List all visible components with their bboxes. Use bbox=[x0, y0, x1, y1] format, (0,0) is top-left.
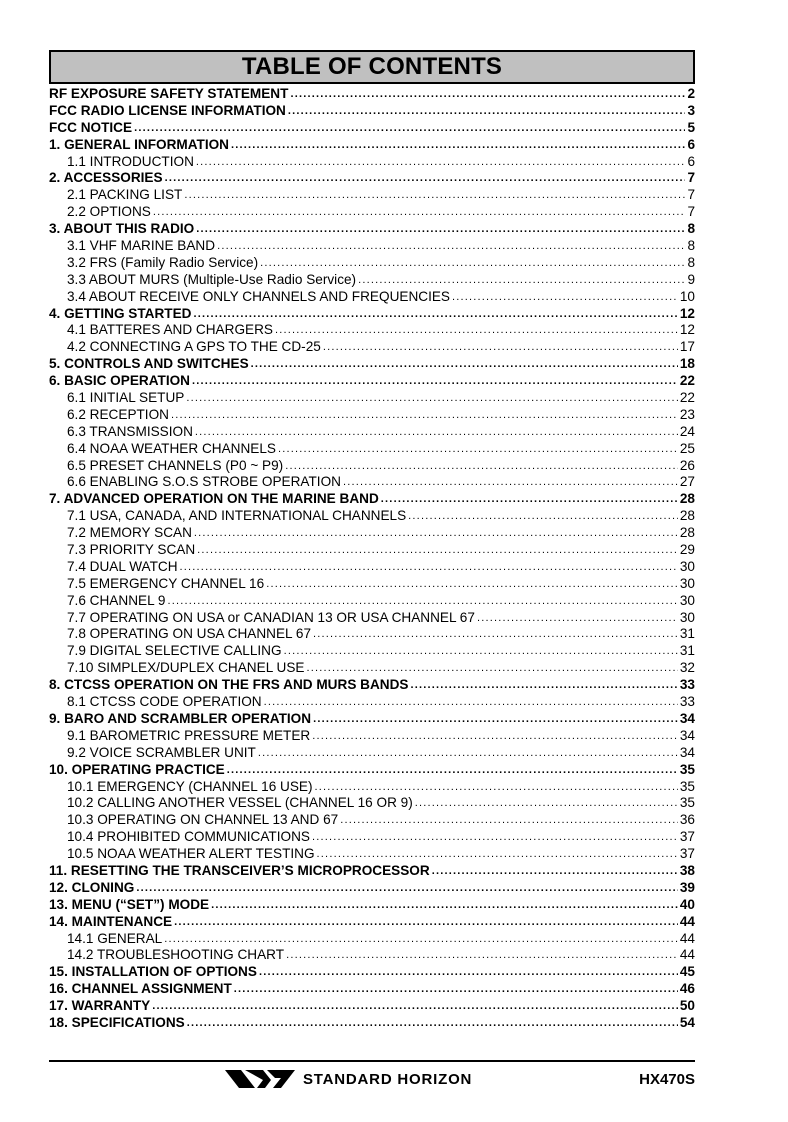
toc-entry-label: RF EXPOSURE SAFETY STATEMENT bbox=[49, 86, 289, 101]
toc-entry-label: 7.5 EMERGENCY CHANNEL 16 bbox=[67, 575, 265, 591]
toc-entry[interactable] bbox=[49, 812, 695, 829]
toc-entry-label: 15. INSTALLATION OF OPTIONS bbox=[49, 964, 257, 980]
toc-entry-label: FCC RADIO LICENSE INFORMATION bbox=[49, 102, 286, 118]
toc-entry-label: 4.1 BATTERES AND CHARGERS bbox=[67, 322, 273, 338]
toc-entry[interactable] bbox=[49, 322, 695, 339]
toc-entry-page: 35 bbox=[679, 778, 695, 794]
toc-entry-page: 18 bbox=[679, 356, 695, 372]
toc-entry-page: 12 bbox=[679, 322, 695, 338]
dot-leader bbox=[180, 559, 678, 576]
toc-entry-page: 29 bbox=[679, 542, 695, 558]
toc-entry[interactable] bbox=[49, 525, 695, 542]
toc-entry-label: FCC NOTICE bbox=[49, 119, 133, 135]
toc-entry-label: 10. OPERATING PRACTICE bbox=[49, 761, 225, 777]
toc-entry-label: 16. CHANNEL ASSIGNMENT bbox=[49, 981, 232, 997]
toc-entry-page: 31 bbox=[679, 626, 695, 642]
toc-entry[interactable] bbox=[49, 846, 695, 863]
toc-entry-label: 6.6 ENABLING S.O.S STROBE OPERATION bbox=[67, 474, 341, 490]
dot-leader bbox=[306, 660, 677, 677]
toc-entry[interactable] bbox=[49, 762, 695, 779]
dot-leader bbox=[194, 525, 678, 542]
toc-entry-label: 5. CONTROLS AND SWITCHES bbox=[49, 356, 249, 372]
dot-leader bbox=[477, 610, 678, 627]
toc-entry-page: 36 bbox=[679, 812, 695, 828]
toc-entry-page: 8 bbox=[687, 238, 695, 253]
toc-entry-page: 34 bbox=[679, 744, 695, 760]
toc-entry-label: 6.5 PRESET CHANNELS (P0 ~ P9) bbox=[67, 457, 284, 473]
dot-leader bbox=[153, 204, 686, 221]
toc-entry-page: 17 bbox=[679, 339, 695, 355]
dot-leader bbox=[315, 779, 678, 796]
toc-entry[interactable] bbox=[49, 255, 695, 272]
toc-entry[interactable] bbox=[49, 964, 695, 981]
dot-leader bbox=[266, 576, 678, 593]
dot-leader bbox=[187, 1015, 678, 1032]
toc-entry-label: 8. CTCSS OPERATION ON THE FRS AND MURS BANDS bbox=[49, 677, 409, 693]
toc-entry-label: 3.4 ABOUT RECEIVE ONLY CHANNELS AND FREQUENCIES bbox=[67, 288, 450, 304]
toc-entry-page: 44 bbox=[679, 930, 695, 946]
toc-entry[interactable] bbox=[49, 745, 695, 762]
dot-leader bbox=[260, 255, 685, 272]
page-footer bbox=[225, 1064, 695, 1094]
dot-leader bbox=[196, 221, 685, 238]
toc-entry[interactable] bbox=[49, 559, 695, 576]
toc-entry-label: 6.3 TRANSMISSION bbox=[67, 423, 193, 439]
dot-leader bbox=[340, 812, 678, 829]
toc-entry-label: 6.4 NOAA WEATHER CHANNELS bbox=[67, 440, 276, 456]
toc-entry[interactable] bbox=[49, 390, 695, 407]
toc-entry-label: 2.2 OPTIONS bbox=[67, 204, 151, 220]
footer-divider bbox=[49, 1060, 695, 1062]
toc-entry-page: 38 bbox=[679, 862, 695, 878]
toc-entry-page: 8 bbox=[687, 254, 695, 270]
toc-entry-page: 7 bbox=[687, 204, 695, 220]
toc-entry-page: 45 bbox=[679, 964, 695, 980]
toc-entry-page: 6 bbox=[687, 136, 695, 152]
toc-entry-label: 2. ACCESSORIES bbox=[49, 170, 163, 186]
brand bbox=[225, 1068, 472, 1090]
toc-entry-label: 3. ABOUT THIS RADIO bbox=[49, 221, 195, 237]
dot-leader bbox=[231, 137, 685, 154]
dot-leader bbox=[381, 491, 678, 508]
dot-leader bbox=[358, 272, 685, 289]
toc-entry[interactable] bbox=[49, 660, 695, 677]
dot-leader bbox=[152, 998, 678, 1015]
dot-leader bbox=[134, 120, 685, 137]
dot-leader bbox=[313, 711, 678, 728]
toc-entry-page: 54 bbox=[679, 1014, 695, 1030]
toc-entry-page: 39 bbox=[679, 879, 695, 895]
toc-entry[interactable] bbox=[49, 306, 695, 323]
toc-entry[interactable] bbox=[49, 441, 695, 458]
toc-entry-label: 14.2 TROUBLESHOOTING CHART bbox=[67, 947, 285, 963]
toc-list bbox=[49, 86, 695, 1032]
toc-entry-label: 3.3 ABOUT MURS (Multiple-Use Radio Service) bbox=[67, 271, 357, 287]
toc-entry-label: 10.3 OPERATING ON CHANNEL 13 AND 67 bbox=[67, 812, 339, 828]
toc-entry[interactable] bbox=[49, 593, 695, 610]
toc-entry-label: 12. CLONING bbox=[49, 879, 135, 895]
toc-entry[interactable] bbox=[49, 711, 695, 728]
dot-leader bbox=[286, 947, 678, 964]
dot-leader bbox=[275, 322, 678, 339]
dot-leader bbox=[217, 238, 685, 255]
toc-entry-label: 7.2 MEMORY SCAN bbox=[67, 525, 192, 541]
dot-leader bbox=[452, 289, 678, 306]
toc-entry-page: 9 bbox=[687, 271, 695, 287]
toc-entry[interactable] bbox=[49, 272, 695, 289]
toc-entry-label: 14.1 GENERAL bbox=[67, 930, 163, 946]
dot-leader bbox=[195, 424, 678, 441]
toc-entry[interactable] bbox=[49, 542, 695, 559]
toc-entry-label: 4.2 CONNECTING A GPS TO THE CD-25 bbox=[67, 339, 321, 355]
model-number: HX470S bbox=[639, 1070, 695, 1088]
toc-entry[interactable] bbox=[49, 728, 695, 745]
toc-entry-label: 8.1 CTCSS CODE OPERATION bbox=[67, 694, 262, 710]
toc-title: TABLE OF CONTENTS bbox=[49, 50, 695, 84]
dot-leader bbox=[290, 86, 685, 103]
dot-leader bbox=[136, 880, 678, 897]
toc-entry-page: 40 bbox=[679, 896, 695, 912]
toc-entry-page: 24 bbox=[679, 423, 695, 439]
toc-entry-label: 10.2 CALLING ANOTHER VESSEL (CHANNEL 16 OR 9) bbox=[67, 795, 413, 811]
toc-entry-label: 4. GETTING STARTED bbox=[49, 305, 192, 321]
toc-entry-page: 30 bbox=[679, 609, 695, 625]
toc-entry[interactable] bbox=[49, 289, 695, 306]
toc-entry-page: 31 bbox=[679, 643, 695, 659]
toc-entry-label: 6.1 INITIAL SETUP bbox=[67, 390, 185, 406]
toc-entry-label: 9. BARO AND SCRAMBLER OPERATION bbox=[49, 710, 312, 726]
toc-entry-label: 11. RESETTING THE TRANSCEIVER’S MICROPROCESSOR bbox=[49, 862, 430, 878]
dot-leader bbox=[312, 728, 678, 745]
brand-name: STANDARD HORIZON bbox=[303, 1070, 473, 1088]
toc-entry-page: 50 bbox=[679, 998, 695, 1014]
toc-entry-page: 10 bbox=[679, 288, 695, 304]
toc-entry-page: 8 bbox=[687, 221, 695, 237]
dot-leader bbox=[411, 677, 678, 694]
toc-entry-label: 14. MAINTENANCE bbox=[49, 913, 173, 929]
toc-entry[interactable] bbox=[49, 491, 695, 508]
toc-entry-page: 12 bbox=[679, 305, 695, 321]
toc-entry-page: 35 bbox=[679, 795, 695, 811]
toc-entry-page: 33 bbox=[679, 677, 695, 693]
toc-entry[interactable] bbox=[49, 170, 695, 187]
dot-leader bbox=[288, 103, 686, 120]
toc-entry-page: 30 bbox=[679, 592, 695, 608]
dot-leader bbox=[174, 914, 678, 931]
toc-entry[interactable] bbox=[49, 86, 695, 103]
toc-entry-page: 22 bbox=[679, 390, 695, 406]
dot-leader bbox=[186, 390, 678, 407]
toc-entry-page: 34 bbox=[679, 710, 695, 726]
toc-entry-label: 7.4 DUAL WATCH bbox=[67, 558, 178, 574]
toc-entry-label: 7.6 CHANNEL 9 bbox=[67, 592, 166, 608]
toc-entry-page: 33 bbox=[679, 694, 695, 710]
toc-entry[interactable] bbox=[49, 627, 695, 644]
toc-entry-label: 7.10 SIMPLEX/DUPLEX CHANEL USE bbox=[67, 660, 305, 676]
toc-entry-page: 30 bbox=[679, 575, 695, 591]
dot-leader bbox=[317, 846, 678, 863]
toc-entry[interactable] bbox=[49, 998, 695, 1015]
toc-entry-label: 3.2 FRS (Family Radio Service) bbox=[67, 254, 259, 270]
toc-entry-page: 46 bbox=[679, 981, 695, 997]
toc-entry[interactable] bbox=[49, 204, 695, 221]
toc-entry[interactable] bbox=[49, 677, 695, 694]
toc-entry[interactable] bbox=[49, 407, 695, 424]
toc-entry-label: 9.2 VOICE SCRAMBLER UNIT bbox=[67, 744, 256, 760]
toc-entry-label: 7.8 OPERATING ON USA CHANNEL 67 bbox=[67, 626, 312, 642]
toc-entry-page: 22 bbox=[679, 373, 695, 389]
toc-entry[interactable] bbox=[49, 779, 695, 796]
toc-entry[interactable] bbox=[49, 221, 695, 238]
toc-entry-page: 34 bbox=[679, 727, 695, 743]
toc-entry[interactable] bbox=[49, 508, 695, 525]
toc-entry-page: 44 bbox=[679, 947, 695, 963]
toc-entry-page: 25 bbox=[679, 440, 695, 456]
toc-entry[interactable] bbox=[49, 981, 695, 998]
toc-entry[interactable] bbox=[49, 947, 695, 964]
toc-entry[interactable] bbox=[49, 795, 695, 812]
toc-entry-label: 9.1 BAROMETRIC PRESSURE METER bbox=[67, 727, 311, 743]
dot-leader bbox=[259, 964, 678, 981]
dot-leader bbox=[196, 154, 686, 171]
toc-entry-page: 27 bbox=[679, 474, 695, 490]
dot-leader bbox=[313, 627, 678, 644]
dot-leader bbox=[197, 542, 678, 559]
dot-leader bbox=[343, 474, 678, 491]
dot-leader bbox=[171, 407, 678, 424]
toc-entry-page: 26 bbox=[679, 457, 695, 473]
dot-leader bbox=[251, 356, 678, 373]
standard-horizon-logo-icon bbox=[225, 1068, 295, 1090]
toc-entry[interactable] bbox=[49, 610, 695, 627]
dot-leader bbox=[258, 745, 678, 762]
toc-entry-page: 2 bbox=[687, 86, 695, 101]
dot-leader bbox=[432, 863, 678, 880]
toc-entry[interactable] bbox=[49, 187, 695, 204]
toc-entry-label: 6. BASIC OPERATION bbox=[49, 373, 190, 389]
dot-leader bbox=[227, 762, 678, 779]
toc-entry-label: 6.2 RECEPTION bbox=[67, 406, 169, 422]
dot-leader bbox=[285, 458, 678, 475]
dot-leader bbox=[167, 593, 677, 610]
toc-entry[interactable] bbox=[49, 914, 695, 931]
toc-entry[interactable] bbox=[49, 103, 695, 120]
toc-entry[interactable] bbox=[49, 458, 695, 475]
toc-entry-page: 44 bbox=[679, 913, 695, 929]
toc-entry[interactable] bbox=[49, 424, 695, 441]
toc-entry[interactable] bbox=[49, 339, 695, 356]
toc-entry[interactable] bbox=[49, 356, 695, 373]
toc-entry-label: 3.1 VHF MARINE BAND bbox=[67, 238, 216, 253]
toc-entry-label: 13. MENU (“SET”) MODE bbox=[49, 896, 210, 912]
toc-entry[interactable] bbox=[49, 373, 695, 390]
dot-leader bbox=[415, 795, 678, 812]
toc-entry-page: 23 bbox=[679, 406, 695, 422]
toc-entry-page: 30 bbox=[679, 558, 695, 574]
toc-entry-label: 7.3 PRIORITY SCAN bbox=[67, 542, 196, 558]
toc-entry-label: 1.1 INTRODUCTION bbox=[67, 153, 194, 169]
toc-entry-label: 10.1 EMERGENCY (CHANNEL 16 USE) bbox=[67, 778, 313, 794]
toc-entry-label: 1. GENERAL INFORMATION bbox=[49, 136, 229, 152]
toc-entry-page: 7 bbox=[687, 187, 695, 203]
toc-entry-label: 7.7 OPERATING ON USA or CANADIAN 13 OR USA CHANNEL 67 bbox=[67, 609, 475, 625]
dot-leader bbox=[211, 897, 678, 914]
dot-leader bbox=[234, 981, 678, 998]
toc-entry[interactable] bbox=[49, 474, 695, 491]
toc-entry[interactable] bbox=[49, 694, 695, 711]
toc-entry-page: 35 bbox=[679, 761, 695, 777]
toc-entry[interactable] bbox=[49, 880, 695, 897]
toc-entry-page: 28 bbox=[679, 508, 695, 524]
toc-entry-page: 28 bbox=[679, 525, 695, 541]
toc-entry[interactable] bbox=[49, 1015, 695, 1032]
toc-entry[interactable] bbox=[49, 643, 695, 660]
toc-entry-label: 10.4 PROHIBITED COMMUNICATIONS bbox=[67, 829, 310, 845]
toc-entry-label: 18. SPECIFICATIONS bbox=[49, 1014, 185, 1030]
dot-leader bbox=[323, 339, 678, 356]
toc-entry[interactable] bbox=[49, 137, 695, 154]
toc-entry-page: 32 bbox=[679, 660, 695, 676]
toc-entry-page: 37 bbox=[679, 829, 695, 845]
toc-entry-page: 37 bbox=[679, 846, 695, 862]
toc-entry[interactable] bbox=[49, 931, 695, 948]
dot-leader bbox=[165, 170, 686, 187]
dot-leader bbox=[194, 306, 678, 323]
toc-entry-label: 2.1 PACKING LIST bbox=[67, 187, 183, 203]
toc-entry-page: 7 bbox=[687, 170, 695, 186]
toc-entry[interactable] bbox=[49, 897, 695, 914]
dot-leader bbox=[312, 829, 678, 846]
dot-leader bbox=[278, 441, 678, 458]
dot-leader bbox=[164, 931, 678, 948]
toc-entry[interactable] bbox=[49, 576, 695, 593]
toc-entry[interactable] bbox=[49, 120, 695, 137]
toc-entry-page: 6 bbox=[687, 153, 695, 169]
toc-entry-page: 3 bbox=[687, 102, 695, 118]
toc-entry-label: 10.5 NOAA WEATHER ALERT TESTING bbox=[67, 846, 315, 862]
toc-entry[interactable] bbox=[49, 154, 695, 171]
toc-entry-label: 7. ADVANCED OPERATION ON THE MARINE BAND bbox=[49, 491, 379, 507]
dot-leader bbox=[264, 694, 678, 711]
dot-leader bbox=[284, 643, 678, 660]
dot-leader bbox=[192, 373, 678, 390]
dot-leader bbox=[408, 508, 678, 525]
toc-entry-page: 5 bbox=[687, 119, 695, 135]
toc-entry-label: 7.9 DIGITAL SELECTIVE CALLING bbox=[67, 643, 282, 659]
toc-entry-page: 28 bbox=[679, 491, 695, 507]
toc-entry[interactable] bbox=[49, 238, 695, 255]
toc-entry-label: 17. WARRANTY bbox=[49, 998, 151, 1014]
toc-entry[interactable] bbox=[49, 829, 695, 846]
toc-entry[interactable] bbox=[49, 863, 695, 880]
dot-leader bbox=[184, 187, 685, 204]
toc-entry-label: 7.1 USA, CANADA, AND INTERNATIONAL CHANNELS bbox=[67, 508, 407, 524]
